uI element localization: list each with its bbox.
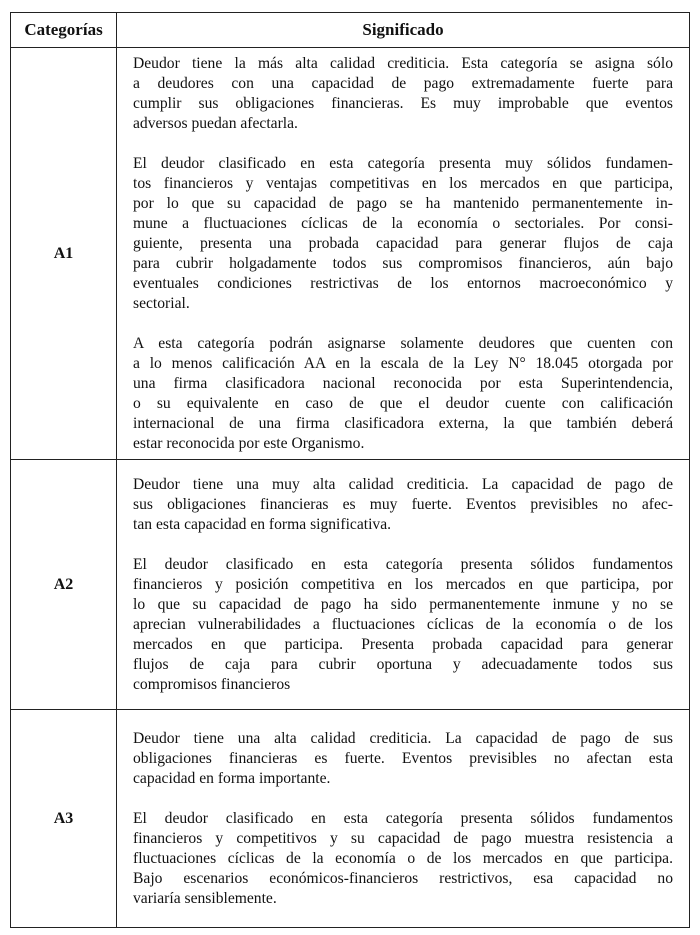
- text-line: El deudor clasificado en esta categoría presenta sólidos fundamentos: [133, 809, 673, 827]
- text-line: guiente, presenta una probada capacidad para generar flujos de caja: [133, 234, 673, 252]
- text-line: tan esta capacidad en forma significativa.: [133, 515, 392, 533]
- text-line: mune a fluctuaciones cíclicas de la economía o sectoriales. Por consi-: [133, 214, 673, 232]
- text-line: financieros y competitivos y su capacidad de pago muestra resistencia a: [133, 829, 673, 847]
- text-line: cumplir sus obligaciones financieras. Es muy improbable que eventos: [133, 94, 673, 112]
- text-line: Deudor tiene una muy alta calidad crediticia. La capacidad de pago de: [133, 475, 673, 493]
- paragraph: [133, 555, 673, 695]
- text-line: o su equivalente en caso de que el deudor cuente con calificación: [133, 394, 673, 412]
- meaning-cell: [117, 48, 690, 460]
- paragraph: [133, 729, 673, 789]
- text-line: adversos puedan afectarla.: [133, 114, 298, 132]
- text-line: por lo que su capacidad de pago se ha mantenido permanentemente in-: [133, 194, 673, 212]
- text-line: fluctuaciones cíclicas de la economía o de los mercados en que participa.: [133, 849, 673, 867]
- text-line: obligaciones financieras es fuerte. Eventos previsibles no afectan esta: [133, 749, 673, 767]
- category-cell: A2: [11, 460, 117, 710]
- table-row-a3: [11, 710, 690, 928]
- category-cell: A1: [11, 48, 117, 460]
- category-cell: A3: [11, 710, 117, 928]
- text-line: aprecian vulnerabilidades a fluctuaciones cíclicas de la economía o de los: [133, 615, 673, 633]
- meaning-cell: [117, 460, 690, 710]
- header-categories: Categorías: [11, 13, 117, 48]
- text-line: eventuales condiciones restrictivas de los entornos macroeconómico y: [133, 274, 673, 292]
- paragraph: [133, 475, 673, 535]
- text-line: capacidad en forma importante.: [133, 769, 331, 787]
- text-line: a lo menos calificación AA en la escala de la Ley N° 18.045 otorgada por: [133, 354, 673, 372]
- header-row: [11, 13, 690, 48]
- text-line: financieros y posición competitiva en los mercados en que participa, por: [133, 575, 673, 593]
- text-line: sus obligaciones financieras es muy fuerte. Eventos previsibles no afec-: [133, 495, 673, 513]
- paragraph: [133, 154, 673, 314]
- text-line: compromisos financieros: [133, 675, 291, 693]
- text-line: sectorial.: [133, 294, 190, 312]
- categories-table: [10, 12, 690, 928]
- text-line: una firma clasificadora nacional reconocida por esta Superintendencia,: [133, 374, 673, 392]
- text-line: variaría sensiblemente.: [133, 889, 277, 907]
- text-line: Deudor tiene la más alta calidad crediticia. Esta categoría se asigna sólo: [133, 54, 673, 72]
- text-line: a deudores con una capacidad de pago extremadamente fuerte para: [133, 74, 673, 92]
- text-line: lo que su capacidad de pago ha sido permanentemente inmune y no se: [133, 595, 673, 613]
- paragraph: [133, 809, 673, 909]
- text-line: estar reconocida por este Organismo.: [133, 434, 365, 452]
- text-line: tos financieros y ventajas competitivas en los mercados en que participa,: [133, 174, 673, 192]
- text-line: Deudor tiene una alta calidad crediticia. La capacidad de pago de sus: [133, 729, 673, 747]
- text-line: Bajo escenarios económicos-financieros restrictivos, esa capacidad no: [133, 869, 673, 887]
- text-line: El deudor clasificado en esta categoría presenta sólidos fundamentos: [133, 555, 673, 573]
- text-line: El deudor clasificado en esta categoría presenta muy sólidos fundamen-: [133, 154, 673, 172]
- meaning-cell: [117, 710, 690, 928]
- text-line: flujos de caja para cubrir oportuna y adecuadamente todos sus: [133, 655, 673, 673]
- table-row-a1: [11, 48, 690, 460]
- header-meaning: Significado: [117, 13, 690, 48]
- text-line: internacional de una firma clasificadora externa, la que también deberá: [133, 414, 673, 432]
- table-row-a2: [11, 460, 690, 710]
- text-line: para cubrir holgadamente todos sus compromisos financieros, aún bajo: [133, 254, 673, 272]
- text-line: mercados en que participa. Presenta probada capacidad para generar: [133, 635, 673, 653]
- text-line: A esta categoría podrán asignarse solamente deudores que cuenten con: [133, 334, 673, 352]
- paragraph: [133, 54, 673, 134]
- paragraph: [133, 334, 673, 454]
